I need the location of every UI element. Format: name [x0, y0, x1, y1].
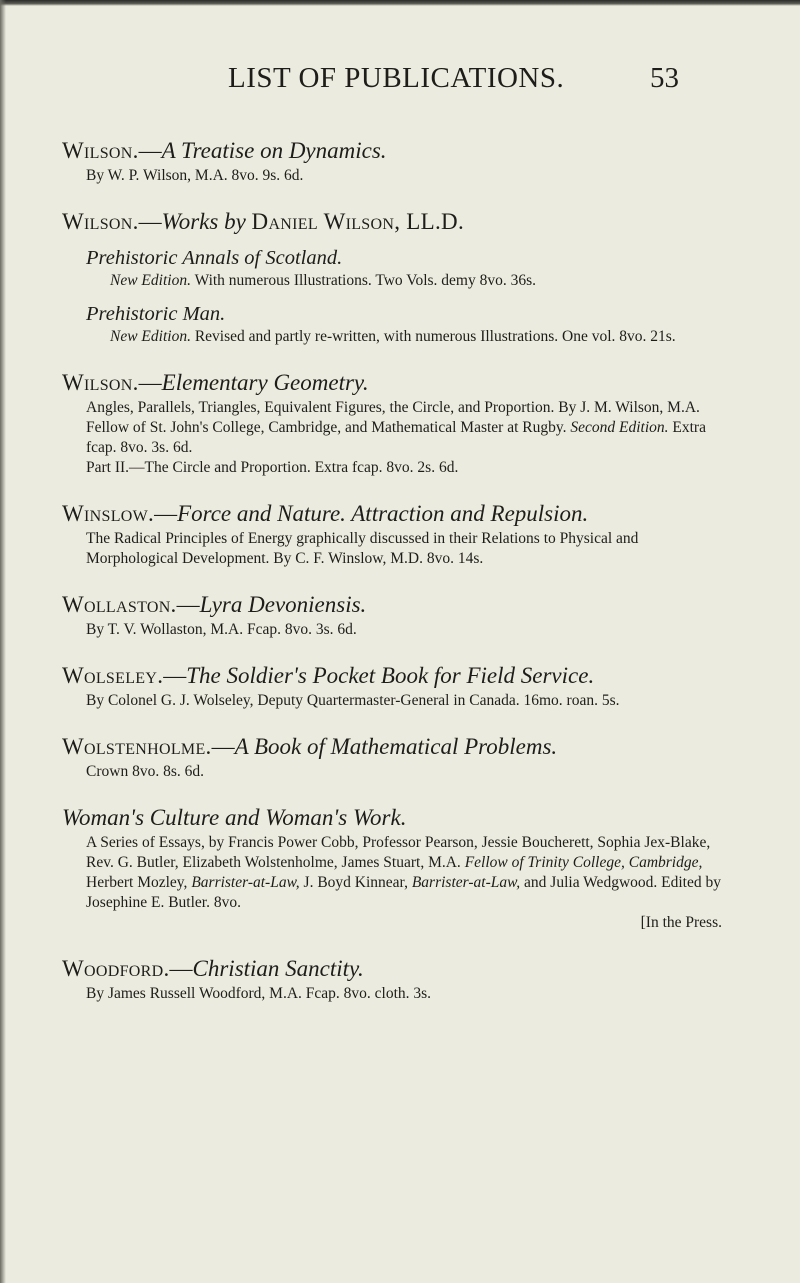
entry-author: Wilson.: [62, 209, 139, 234]
entry-body-text: Crown 8vo. 8s. 6d.: [86, 763, 204, 780]
contributor-affiliation: Barrister-at-Law,: [411, 874, 521, 891]
contributor-name: J. Boyd Kinnear,: [303, 874, 408, 891]
entry-title: Woman's Culture and Woman's Work.: [62, 805, 407, 830]
entry-author: Wilson.: [62, 370, 139, 395]
contributor-affiliation: Fellow of Trinity College, Cambridge,: [464, 854, 703, 871]
edition-note: New Edition.: [110, 272, 191, 289]
entry-author-name: Daniel Wilson, LL.D.: [251, 209, 465, 234]
sub-entry-text: Revised and partly re-written, with numerous Illustrations. One vol. 8vo. 21s.: [194, 328, 676, 345]
entry-wolseley: [62, 662, 722, 711]
page-binding-shadow: [0, 0, 6, 1283]
entry-heading: [62, 137, 722, 164]
entry-dash: —: [176, 592, 200, 617]
entry-heading: [62, 733, 722, 760]
entry-dash: —: [169, 956, 193, 981]
entry-title: Elementary Geometry.: [161, 370, 369, 395]
running-title: LIST OF PUBLICATIONS.: [228, 62, 565, 94]
entry-body-text: [86, 833, 722, 913]
entry-title: Christian Sanctity.: [192, 956, 364, 981]
contributor-name: Herbert Mozley,: [86, 874, 188, 891]
entry-womans-culture: [62, 804, 722, 933]
sub-entry-prehistoric-man: [62, 301, 722, 347]
entry-author: Woodford.: [62, 956, 170, 981]
entry-author: Wilson.: [62, 138, 139, 163]
page-edge-shadow: [0, 0, 800, 6]
sub-entry-text: With numerous Illustrations. Two Vols. demy 8vo. 36s.: [194, 272, 537, 289]
entry-body-text: By Colonel G. J. Wolseley, Deputy Quartermaster-General in Canada. 16mo. roan. 5s.: [86, 692, 620, 709]
entry-body-text: By T. V. Wollaston, M.A. Fcap. 8vo. 3s. 6d.: [86, 621, 357, 638]
entry-woodford: [62, 955, 722, 1004]
sub-entry-title: Prehistoric Man.: [86, 303, 226, 325]
entry-winslow: [62, 500, 722, 569]
entry-description: [62, 398, 722, 478]
entry-dash: —: [138, 209, 162, 234]
entry-wilson-dynamics: [62, 137, 722, 186]
edition-note: New Edition.: [110, 328, 191, 345]
entry-author: Winslow.: [62, 501, 155, 526]
contributor-affiliation: Barrister-at-Law,: [191, 874, 300, 891]
entry-heading: [62, 804, 722, 831]
entry-description: [62, 166, 722, 186]
entry-title: Force and Nature. Attraction and Repulsion.: [177, 501, 589, 526]
entry-author: Wolstenholme.: [62, 734, 212, 759]
entry-dash: —: [163, 663, 187, 688]
entry-heading: [62, 662, 722, 689]
entry-heading: [62, 500, 722, 527]
entry-description: [62, 984, 722, 1004]
part-two-line: Part II.—The Circle and Proportion. Extra fcap. 8vo. 2s. 6d.: [86, 459, 459, 476]
entry-heading: [62, 591, 722, 618]
entry-heading: [62, 208, 722, 235]
publication-list: [62, 137, 722, 1026]
entry-body-text: By W. P. Wilson, M.A. 8vo. 9s. 6d.: [86, 167, 304, 184]
entry-wilson-geometry: [62, 369, 722, 478]
entry-dash: —: [211, 734, 235, 759]
entry-dash: —: [138, 370, 162, 395]
entry-title: A Treatise on Dynamics.: [161, 138, 387, 163]
entry-title: The Soldier's Pocket Book for Field Service.: [186, 663, 595, 688]
entry-author: Wolseley.: [62, 663, 164, 688]
entry-heading: [62, 955, 722, 982]
sub-entry-body: [62, 271, 722, 291]
entry-description: [62, 833, 722, 933]
entry-title: Works by: [161, 209, 246, 234]
page-number: 53: [650, 62, 679, 94]
entry-wilson-works: [62, 208, 722, 347]
entry-dash: —: [154, 501, 178, 526]
sub-entry-body: [62, 327, 722, 347]
entry-title: Lyra Devoniensis.: [199, 592, 367, 617]
entry-description: [62, 762, 722, 782]
entry-dash: —: [138, 138, 162, 163]
sub-entry-annals: [62, 245, 722, 291]
entry-description: [62, 691, 722, 711]
entry-wolstenholme: [62, 733, 722, 782]
entry-title: A Book of Mathematical Problems.: [234, 734, 558, 759]
entry-body-text: The Radical Principles of Energy graphically discussed in their Relations to Physical and Morphological Development. By C. F. Winslow, M.D. 8vo. 14s.: [86, 530, 639, 567]
entry-wollaston: [62, 591, 722, 640]
editor-and-format: and Julia Wedgwood. Edited by Josephine E. Butler. 8vo.: [86, 874, 721, 911]
entry-body-text: [86, 398, 722, 458]
entry-heading: [62, 369, 722, 396]
edition-note: Second Edition.: [570, 419, 669, 436]
entry-body-text: By James Russell Woodford, M.A. Fcap. 8vo. cloth. 3s.: [86, 985, 432, 1002]
entry-description: [62, 620, 722, 640]
contributors-list: A Series of Essays, by Francis Power Cobb, Professor Pearson, Jessie Boucherett, Sophia Jex-Blake, Rev. G. Butler, Elizabeth Wolstenholme, James Stuart, M.A.: [86, 834, 711, 871]
entry-description: [62, 529, 722, 569]
entry-body-format: Extra fcap. 8vo. 3s. 6d.: [86, 419, 706, 456]
entry-body-main: Angles, Parallels, Triangles, Equivalent Figures, the Circle, and Proportion. By J. M. Wilson, M.A. Fellow of St. John's College, Cambridge, and Mathematical Master at Rugby.: [86, 399, 700, 436]
entry-author: Wollaston.: [62, 592, 177, 617]
page-header: [0, 62, 800, 102]
sub-entry-title: Prehistoric Annals of Scotland.: [86, 247, 343, 269]
in-press-note: [In the Press.: [640, 914, 722, 931]
